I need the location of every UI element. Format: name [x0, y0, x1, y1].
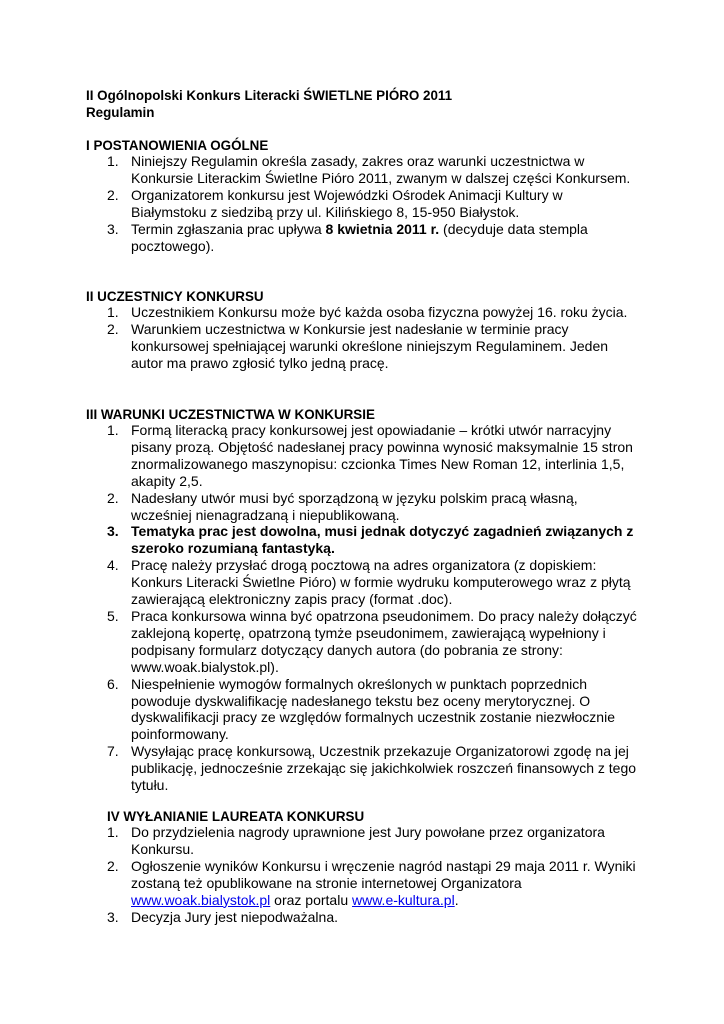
list-item: 1. Formą literacką pracy konkursowej jest opowiadanie – krótki utwór narracyjny pisany prozą. Objętość nadesłanej pracy powinna wynosić maksymalnie 15 stron znormalizowanego maszynopisu: czcionka Times New Roman 12, interlinia 1,5, akapity 2,5. — [107, 422, 633, 489]
list-item: 1. Uczestnikiem Konkursu może być każda osoba fizyczna powyżej 16. roku życia. — [107, 304, 628, 320]
section-2-heading: II UCZESTNICY KONKURSU — [86, 289, 264, 304]
document-subtitle: Regulamin — [86, 105, 155, 120]
section-1-heading: I POSTANOWIENIA OGÓLNE — [86, 138, 269, 153]
list-item: 3. Termin zgłaszania prac upływa 8 kwietnia 2011 r. (decyduje data stempla pocztowego). — [107, 220, 588, 254]
list-item: 3. Decyzja Jury jest niepodważalna. — [107, 908, 338, 925]
section-3-list — [107, 422, 637, 794]
section-3-heading: III WARUNKI UCZESTNICTWA W KONKURSIE — [86, 407, 375, 422]
list-item: 5. Praca konkursowa winna być opatrzona pseudonimem. Do pracy należy dołączyć zaklejoną kopertę, opatrzoną tymże pseudonimem, zawierającą wypełniony i podpisany formularz dotyczący danych autora (do pobrania ze strony: www.woak.bialystok.pl). — [107, 607, 637, 675]
section-1-list — [107, 153, 637, 254]
list-item: 3. Tematyka prac jest dowolna, musi jednak dotyczyć zagadnień związanych z szeroko rozumianą fantastyką. — [107, 523, 634, 557]
list-item: 7. Wysyłając pracę konkursową, Uczestnik przekazuje Organizatorowi zgodę na jej publikację, jednocześnie zrzekając się jakichkolwiek roszczeń finansowych z tego tytułu. — [107, 743, 637, 794]
document-title: II Ogólnopolski Konkurs Literacki ŚWIETLNE PIÓRO 2011 — [86, 88, 453, 103]
document-header — [86, 87, 452, 121]
list-item: 1. Niniejszy Regulamin określa zasady, zakres oraz warunki uczestnictwa w Konkursie Literackim Świetlne Pióro 2011, zwanym w dalszej części Konkursem. — [107, 153, 631, 186]
e-kultura-link[interactable]: www.e-kultura.pl — [352, 891, 455, 908]
section-2-list — [107, 304, 637, 372]
list-item: 2. Nadesłany utwór musi być sporządzoną w języku polskim pracą własną, wcześniej nienagradzaną i niepublikowaną. — [107, 489, 578, 523]
list-item: 1. Do przydzielenia nagrody uprawnione jest Jury powołane przez organizatora Konkursu. — [107, 824, 605, 857]
section-4-list — [107, 824, 637, 925]
deadline-date: 8 kwietnia 2011 r. — [325, 220, 440, 237]
section-4-heading: IV WYŁANIANIE LAUREATA KONKURSU — [107, 809, 365, 824]
list-item: 2. Ogłoszenie wyników Konkursu i wręczenie nagród nastąpi 29 maja 2011 r. Wyniki zostaną też opublikowane na stronie internetowej Organizatora www.woak.bialystok.pl oraz portalu www.e-kultura.pl. — [107, 857, 636, 908]
list-item: 6. Niespełnienie wymogów formalnych określonych w punktach poprzednich powoduje dyskwalifikację nadesłanego tekstu bez oceny merytorycznej. O dyskwalifikacji pracy ze względów formalnych uczestnik zostanie niezwłocznie poinformowany. — [107, 675, 615, 743]
list-item: 2. Organizatorem konkursu jest Wojewódzki Ośrodek Animacji Kultury w Białymstoku z siedzibą przy ul. Kilińskiego 8, 15-950 Białystok. — [107, 186, 563, 220]
woak-link[interactable]: www.woak.bialystok.pl — [131, 891, 271, 908]
list-item: 2. Warunkiem uczestnictwa w Konkursie jest nadesłanie w terminie pracy konkursowej spełniającej warunki określone niniejszym Regulaminem. Jeden autor ma prawo zgłosić tylko jedną pracę. — [107, 320, 609, 371]
list-item: 4. Pracę należy przysłać drogą pocztową na adres organizatora (z dopiskiem: Konkurs Literacki Świetlne Pióro) w formie wydruku komputerowego wraz z płytą zawierającą elektroniczny zapis pracy (format .doc). — [107, 557, 631, 608]
